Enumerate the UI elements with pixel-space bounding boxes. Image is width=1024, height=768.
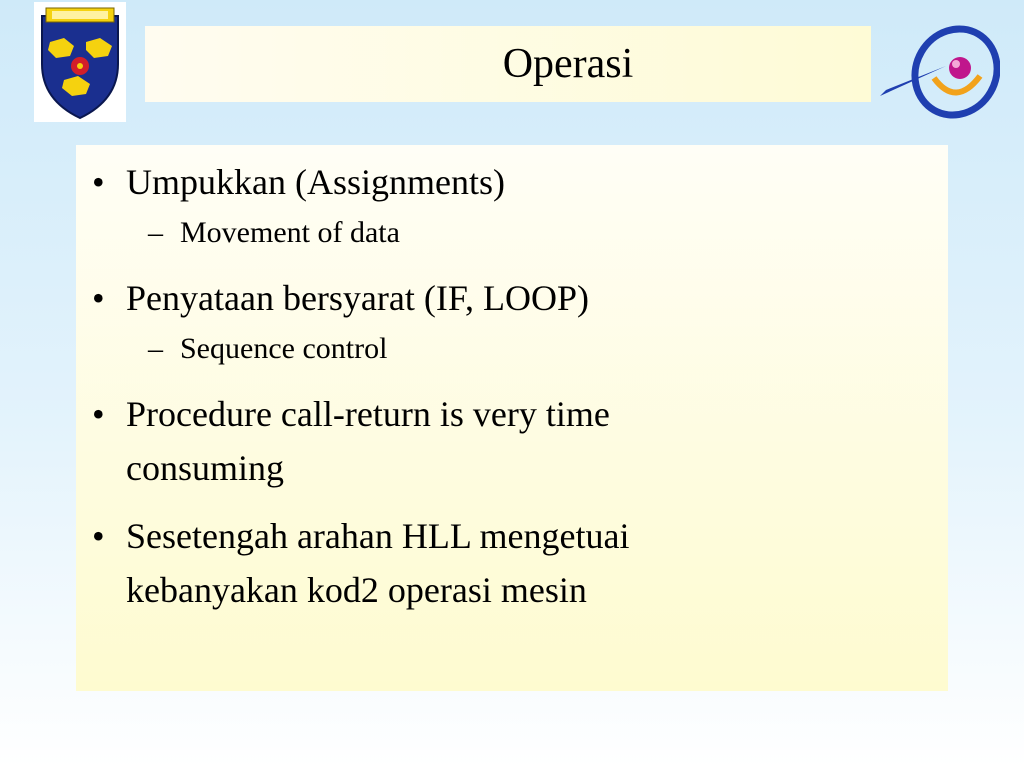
bullet-list bbox=[86, 155, 918, 617]
bullet-item bbox=[86, 387, 766, 495]
bullet-marker: • bbox=[92, 394, 105, 434]
dash-marker: – bbox=[148, 332, 163, 365]
bullet-marker: • bbox=[92, 162, 105, 202]
bullet-item bbox=[86, 271, 918, 325]
university-crest-icon bbox=[34, 2, 126, 122]
sub-bullet-text: Sequence control bbox=[180, 332, 388, 365]
bullet-text: Procedure call-return is very time consuming bbox=[126, 394, 610, 488]
bullet-item bbox=[86, 155, 918, 209]
content-panel bbox=[76, 145, 948, 691]
orbit-logo-icon bbox=[876, 22, 1000, 122]
bullet-text: Penyataan bersyarat (IF, LOOP) bbox=[126, 278, 589, 318]
bullet-item bbox=[86, 509, 806, 617]
slide-title: Operasi bbox=[502, 41, 634, 87]
bullet-marker: • bbox=[92, 516, 105, 556]
bullet-text: Umpukkan (Assignments) bbox=[126, 162, 505, 202]
sub-bullet-item bbox=[86, 213, 918, 253]
sub-bullet-item bbox=[86, 329, 918, 369]
bullet-marker: • bbox=[92, 278, 105, 318]
bullet-text: Sesetengah arahan HLL mengetuai kebanyakan kod2 operasi mesin bbox=[126, 516, 630, 610]
title-box bbox=[145, 26, 871, 102]
sub-bullet-text: Movement of data bbox=[180, 216, 400, 249]
dash-marker: – bbox=[148, 216, 163, 249]
